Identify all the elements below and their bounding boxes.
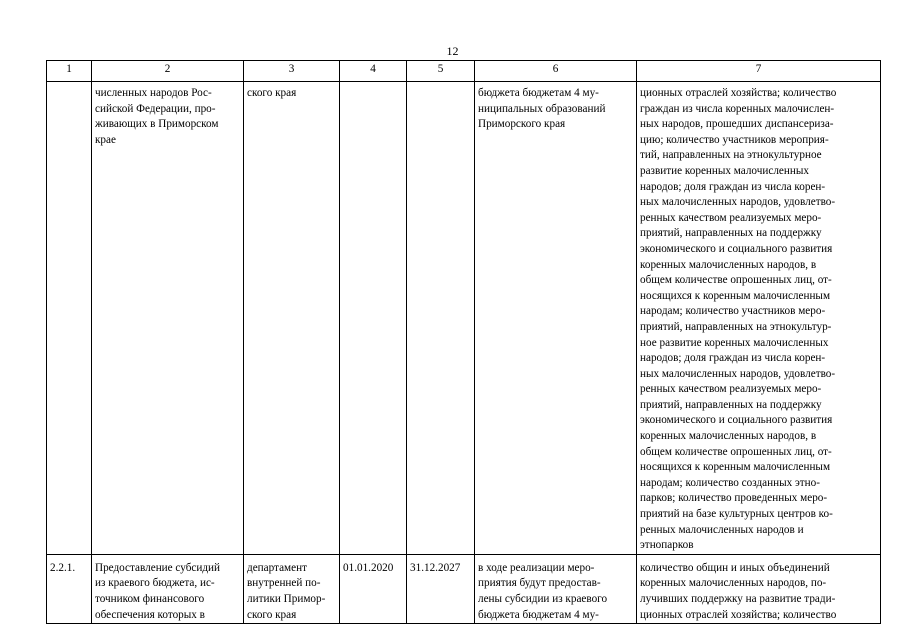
text-line: приятий, направленных на этнокультур- [640, 320, 832, 333]
text-line: тий, направленных на этнокультурное [640, 149, 822, 162]
column-number: 1 [47, 61, 92, 82]
column-number: 6 [475, 61, 637, 82]
text-line: лучивших поддержку на развитие тради- [640, 593, 836, 605]
text-line: носящихся к коренным малочисленным [640, 461, 831, 474]
text-line: из краевого бюджета, ис- [95, 577, 215, 590]
end-date-cell: 31.12.2027 [407, 554, 475, 623]
text-line: ных малочисленных народов, удовлетво- [640, 196, 836, 209]
page-number: 12 [446, 44, 459, 58]
text-line: ных народов, прошедших диспансериза- [640, 118, 834, 131]
table-row [47, 554, 881, 623]
text-line: цию; количество участников мероприя- [640, 133, 829, 146]
text-line: численных народов Рос- [95, 87, 212, 99]
text-line: народам; количество участников меро- [640, 305, 826, 318]
text-line: развитие коренных малочисленных [640, 164, 809, 177]
text-line: бюджета бюджетам 4 му- [478, 87, 599, 99]
indicators-cell [637, 554, 881, 623]
text-line: приятий на базе культурных центров ко- [640, 508, 833, 521]
text-line: коренных малочисленных народов, по- [640, 577, 827, 590]
text-line: коренных малочисленных народов, в [640, 258, 817, 271]
text-line: Предоставление субсидий [95, 561, 221, 574]
text-line: парков; количество проведенных меро- [640, 492, 828, 505]
text-line: ского края [247, 87, 297, 99]
column-number: 5 [407, 61, 475, 82]
text-line: крае [95, 133, 116, 146]
column-number: 3 [244, 61, 340, 82]
activity-name-cell [92, 554, 244, 623]
executor-cell [244, 82, 340, 555]
text-line: народам; количество созданных этно- [640, 476, 820, 489]
text-line: ренных качеством реализуемых меро- [640, 211, 822, 224]
activity-name-cell [92, 82, 244, 555]
text-line: бюджета бюджетам 4 му- [478, 608, 599, 621]
text-line: граждан из числа коренных малочислен- [640, 102, 835, 115]
text-line: департамент [247, 561, 307, 574]
text-line: приятий, направленных на поддержку [640, 398, 822, 411]
indicators-cell [637, 82, 881, 555]
table-row [47, 82, 881, 555]
text-line: ное развитие коренных малочисленных [640, 336, 829, 349]
text-line: лены субсидии из краевого [478, 593, 608, 605]
text-line: ского края [247, 608, 297, 621]
text-line: обеспечения которых в [95, 608, 205, 621]
text-line: коренных малочисленных народов, в [640, 430, 817, 443]
text-line: ных малочисленных народов, удовлетво- [640, 367, 836, 380]
item-number-cell [47, 82, 92, 555]
column-number: 2 [92, 61, 244, 82]
text-line: ренных качеством реализуемых меро- [640, 383, 822, 396]
text-line: в ходе реализации меро- [478, 561, 595, 574]
text-line: Приморского края [478, 118, 566, 131]
text-line: народов; доля граждан из числа корен- [640, 352, 826, 365]
text-line: общем количестве опрошенных лиц, от- [640, 445, 832, 458]
text-line: живающих в Приморском [95, 118, 219, 131]
column-number: 4 [340, 61, 407, 82]
expected-result-cell [475, 554, 637, 623]
column-number: 7 [637, 61, 881, 82]
text-line: сийской Федерации, про- [95, 102, 216, 115]
text-line: общем количестве опрошенных лиц, от- [640, 274, 832, 287]
text-line: этнопарков [640, 539, 694, 552]
text-line: экономического и социального развития [640, 414, 833, 427]
end-date-cell [407, 82, 475, 555]
text-line: приятия будут предостав- [478, 577, 601, 590]
item-number-cell: 2.2.1. [47, 554, 92, 623]
text-line: ренных малочисленных народов и [640, 523, 804, 536]
text-line: точником финансового [95, 593, 205, 605]
executor-cell [244, 554, 340, 623]
column-number-row [47, 61, 881, 82]
text-line: носящихся к коренным малочисленным [640, 289, 831, 302]
text-line: приятий, направленных на поддержку [640, 227, 822, 240]
text-line: внутренней по- [247, 577, 321, 590]
program-table [46, 60, 881, 624]
text-line: литики Примор- [247, 593, 326, 605]
expected-result-cell [475, 82, 637, 555]
text-line: ционных отраслей хозяйства; количество [640, 87, 837, 99]
text-line: народов; доля граждан из числа корен- [640, 180, 826, 193]
text-line: экономического и социального развития [640, 242, 833, 255]
text-line: ниципальных образований [478, 102, 606, 115]
start-date-cell: 01.01.2020 [340, 554, 407, 623]
text-line: ционных отраслей хозяйства; количество [640, 608, 837, 621]
text-line: количество общин и иных объединений [640, 561, 830, 574]
start-date-cell [340, 82, 407, 555]
